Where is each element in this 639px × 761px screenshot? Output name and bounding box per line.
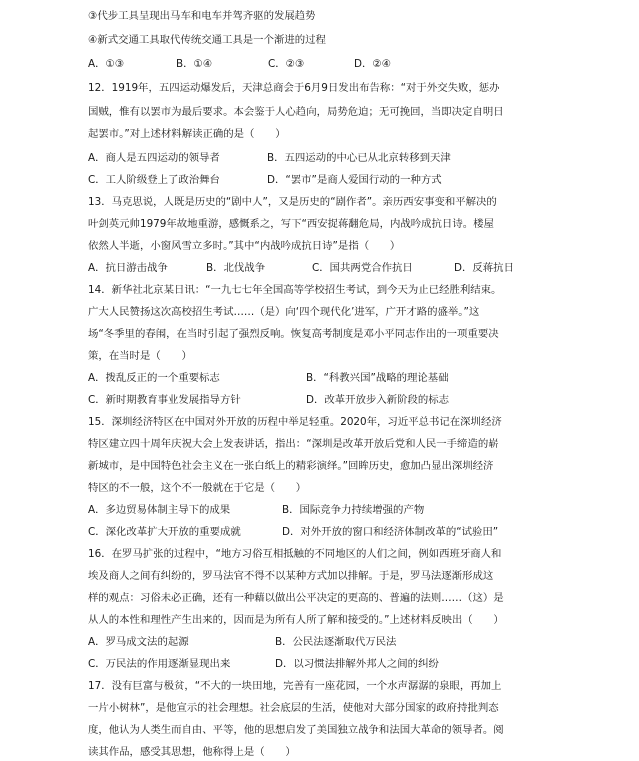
q12-option-c: C．工人阶级登上了政治舞台 bbox=[88, 174, 220, 186]
q16-stem-line-2: 埃及商人之间有纠纷的，罗马法官不得不以某种方式加以排解。于是，罗马法逐渐形成这 bbox=[88, 570, 494, 582]
q11-option-d: D．②④ bbox=[354, 58, 392, 70]
q15-option-c: C．深化改革扩大开放的重要成就 bbox=[88, 526, 241, 538]
q15-option-a: A．多边贸易体制主导下的成果 bbox=[88, 504, 231, 516]
q16-option-c: C．万民法的作用逐渐显现出来 bbox=[88, 658, 231, 670]
q12-option-d: D．“罢市”是商人爱国行动的一种方式 bbox=[267, 174, 442, 186]
q14-stem-line-2: 广大人民赞扬这次高校招生考试……（是）向‘四个现代化’进军，广开才路的盛举。”这 bbox=[88, 306, 480, 318]
q17-stem-line-1: 17．没有巨富与极贫，“不大的一块田地，完善有一座花园，一个水声潺潺的泉眼，再加上 bbox=[88, 680, 502, 692]
q16-stem-line-3: 样的观点：习俗未必正确，还有一种藉以做出公平决定的更高的、普遍的法则……（这）是 bbox=[88, 592, 504, 604]
q12-stem-line-3: 起罢市。”对上述材料解读正确的是（ ） bbox=[88, 128, 286, 140]
q13-stem-line-1: 13．马克思说，人既是历史的“剧中人”，又是历史的“剧作者”。亲历西安事变和平解决的 bbox=[88, 196, 497, 208]
q15-options-row-2 bbox=[0, 525, 639, 539]
q11-option-a: A．①③ bbox=[88, 58, 125, 70]
q12-stem-line-1: 12．1919年，五四运动爆发后，天津总商会于6月9日发出布告称：“对于外交失败，惩办 bbox=[88, 82, 500, 94]
q14-option-a: A．拨乱反正的一个重要标志 bbox=[88, 372, 220, 384]
q11-statement-4: ④新式交通工具取代传统交通工具是一个渐进的过程 bbox=[88, 34, 326, 46]
q16-option-d: D．以习惯法排解外邦人之间的纠纷 bbox=[275, 658, 439, 670]
q14-stem-line-4: 策，在当时是（ ） bbox=[88, 350, 192, 362]
q15-stem-line-3: 新城市，是中国特色社会主义在一张白纸上的精彩演绎。”回眸历史，愈加凸显出深圳经济 bbox=[88, 460, 494, 472]
q16-options-row-2 bbox=[0, 657, 639, 671]
q14-options-row-1 bbox=[0, 371, 639, 385]
q16-stem-line-4: 从人的本性和理性产生出来的，因而是为所有人所了解和接受的。”上述材料反映出（ ） bbox=[88, 614, 504, 626]
q13-stem-line-2: 叶剑英元帅1979年故地重游，感慨系之，写下“西安捉蒋翻危局，内战吟成抗日诗。楼屋 bbox=[88, 218, 494, 230]
q14-stem-line-3: 场“冬季里的春闱，在当时引起了强烈反响。恢复高考制度是邓小平同志作出的一项重要决 bbox=[88, 328, 499, 340]
q14-stem-line-1: 14．新华社北京某日讯：“一九七七年全国高等学校招生考试，到今天为止已经胜利结束。 bbox=[88, 284, 502, 296]
q13-option-d: D．反蒋抗日 bbox=[454, 262, 514, 274]
q15-option-d: D．对外开放的窗口和经济体制改革的“试验田” bbox=[282, 526, 499, 538]
q13-option-c: C．国共两党合作抗日 bbox=[312, 262, 413, 274]
q13-option-b: B．北伐战争 bbox=[206, 262, 266, 274]
q17-stem-line-2: 一片小树林”，是他宣示的社会理想。社会底层的生活，使他对大部分国家的政府持批判态 bbox=[88, 702, 499, 714]
q13-stem-line-3: 依然人半逝，小窗风雪立多时。”其中“内战吟成抗日诗”是指（ ） bbox=[88, 240, 401, 252]
q15-stem-line-1: 15．深圳经济特区在中国对外开放的历程中举足轻重。2020年，习近平总书记在深圳经济 bbox=[88, 416, 502, 428]
q11-option-b: B．①④ bbox=[176, 58, 213, 70]
q12-options-row-1 bbox=[0, 151, 639, 165]
q16-options-row-1 bbox=[0, 635, 639, 649]
q14-option-c: C．新时期教育事业发展指导方针 bbox=[88, 394, 241, 406]
q16-option-a: A．罗马成文法的起源 bbox=[88, 636, 189, 648]
q15-option-b: B．国际竞争力持续增强的产物 bbox=[282, 504, 425, 516]
q13-options bbox=[0, 261, 639, 275]
q16-option-b: B．公民法逐渐取代万民法 bbox=[275, 636, 397, 648]
q14-option-b: B．“科教兴国”战略的理论基础 bbox=[306, 372, 449, 384]
q16-stem-line-1: 16．在罗马扩张的过程中，“地方习俗互相抵触的不同地区的人们之间，例如西班牙商人和 bbox=[88, 548, 502, 560]
q12-stem-line-2: 国贼，惟有以罢市为最后要求。本会鉴于人心趋向，局势危迫；无可挽回，当即决定自明日 bbox=[88, 106, 504, 118]
q15-stem-line-4: 特区的不一般，这个不一般就在于它是（ ） bbox=[88, 482, 307, 494]
q12-option-b: B．五四运动的中心已从北京转移到天津 bbox=[267, 152, 451, 164]
q14-options-row-2 bbox=[0, 393, 639, 407]
q14-option-d: D．改革开放步入新阶段的标志 bbox=[306, 394, 450, 406]
q11-option-c: C．②③ bbox=[268, 58, 305, 70]
q15-options-row-1 bbox=[0, 503, 639, 517]
q17-stem-line-3: 度，他认为人类生而自由、平等，他的思想启发了美国独立战争和法国大革命的领导者。阅 bbox=[88, 724, 504, 736]
q11-statement-3: ③代步工具呈现出马车和电车并驾齐驱的发展趋势 bbox=[88, 10, 316, 22]
q15-stem-line-2: 特区建立四十周年庆祝大会上发表讲话，指出：“深圳是改革开放后党和人民一手缔造的崭 bbox=[88, 438, 499, 450]
q12-options-row-2 bbox=[0, 173, 639, 187]
q13-option-a: A．抗日游击战争 bbox=[88, 262, 168, 274]
q12-option-a: A．商人是五四运动的领导者 bbox=[88, 152, 220, 164]
q17-stem-line-4: 读其作品，感受其思想，他称得上是（ ） bbox=[88, 746, 296, 758]
q11-options bbox=[0, 57, 639, 71]
